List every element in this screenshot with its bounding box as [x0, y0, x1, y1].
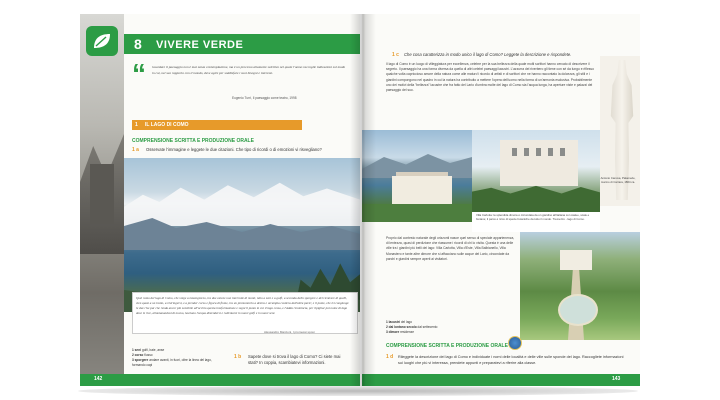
chapter-title: VIVERE VERDE	[156, 39, 244, 51]
villa-window	[548, 148, 553, 156]
right-question2-text: Rileggete la descrizione del lago di Como e individuate i nomi delle località e delle ville sulle sponde del lago. Raccogliete informazioni sui luoghi che più vi interessa, prendete appunti e preparatevi a riferire alla classe.	[398, 355, 624, 365]
villa-window	[524, 148, 529, 156]
villa-caption: Villa Carlotta: la splendida dimora è circondata da un giardino all'italiana con statue, scale e fontane; il parco è ricco di specie botaniche da tutto il mondo. Tremezzo - lago di Como.	[476, 213, 590, 221]
footer-bar-right	[362, 374, 640, 386]
garden-fountain	[558, 294, 598, 326]
right-body-text: Il lago di Como è un luogo di villeggiatura per eccellenza, celebre per la sua bellezza della quale molti scrittori hanno cercato di descrivere il segreto. Il paesaggio ha una forma diversa da quella di altri celebri paesaggi lacustri. L'azzurra del riverbero gli tiene con sé da lungo e riflesso qualche volta capriccioso amore della natura come alle maturo'i ricordo di artisti e di scrittori che ne hanno raccontato la dolcezza, gli stili e i giardini compongono nel quadro in cui la natura ha contribuito a mettere l'opera dell'uomo nella forma di un'armonia esclusiva. Probabilmente uno dei motivi della "bellezza" lacustre che fra fatto del Lario d'umbra molte del lago di Como sia l'acqua lunga, ha aperture viste e palazzi del paesaggio del suo.	[386, 62, 594, 93]
snowy-mountains	[124, 178, 360, 226]
right-question-text: Che cosa caratterizza in modo unico il lago di Como? Leggete la descrizione e rispondete.	[404, 52, 572, 57]
page-number-left: 142	[94, 376, 103, 382]
question2-text: Sapete dove si trova il lago di Como? Ci siete mai stati? In coppia, scambiatevi informazioni.	[248, 354, 341, 365]
page-number-right: 143	[612, 376, 621, 382]
right-body-text-2: Proprio dal contesto naturale degli orizzonti nasce quel senso di speciale appartenenza, di lentezza, quasi di perdizione che riassume i ricordi di chi lo visita. Questa è una delle ville tra i giardini più belli del lago: Villa Carlotta, Villa d'Este, Villa Balbianello, Villa Monastero e tante altre dimore che si affacciano sulle acque del Lario, circondate da parchi e giardini sempre aperti ai visitatori.	[386, 236, 515, 261]
right-comprehension-heading: COMPRENSIONE SCRITTA E PRODUZIONE ORALE	[386, 343, 508, 349]
manzoni-caption: Quel ramo del lago di Como, che volge a mezzogiorno, tra due catene non interrotte di monti, tutto a seni e a golfi, a seconda dello sporgere e del rientrare di quelli, vien quasi a un tratto, a ristringersi, e a prender corso e figura di fiume, tra un promontorio a destra e un'ampia costiera dall'altra parte; e il ponte, che ivi congiunge le due rive par che renda ancor più sensibile all'occhio questa trasformazione e segni il punto in cui il lago cessa, e l'Adda ricomincia, per ripigliar poi nome di lago dove le rive, allontanandosi di nuovo, lasciano l'acqua distendersi e rallentarsi in nuovi golfi e in nuovi seni.	[136, 296, 349, 315]
chapter-quote: Guardare il paesaggio non è mai senza contemplazione, ma è un processo altamente selettivo nel quale l'uomo raccoglie indicazioni sul modo in cui, nel suo rapporto con il mondo, deve agire per soddisfare i suoi bisogni e interessi.	[152, 65, 346, 75]
question-text: Osservate l'immagine e leggete le due citazioni. Che tipo di ricordi o di emozioni vi risvegliano?	[146, 147, 322, 152]
right-question2-number: 1 d	[386, 354, 394, 360]
leaf-icon	[92, 32, 112, 50]
villa-garden	[362, 204, 472, 222]
section-number: 1	[135, 122, 138, 128]
comprehension-heading: COMPRENSIONE SCRITTA E PRODUZIONE ORALE	[132, 138, 254, 144]
villa-carlotta-photo	[472, 130, 600, 222]
question2-number: 1 b	[234, 354, 242, 360]
villa-carlotta-building	[500, 140, 578, 186]
quote-source: Eugenio Turri, Il paesaggio come teatro, 1998	[232, 96, 297, 100]
villa-building	[392, 176, 452, 206]
glossary-item: 2 dal lontano secolo dal settecento	[386, 325, 438, 329]
lake-como-photo	[124, 158, 360, 312]
caption-source: Alessandro Manzoni, I promessi sposi	[264, 330, 315, 334]
villa-window	[560, 148, 565, 156]
section-title: IL LAGO DI COMO	[145, 122, 189, 128]
strip-building	[90, 164, 114, 224]
statue-caption: Antonio Canova, Palamede, marmo di Carrara, 1804 ca.	[600, 176, 636, 184]
villa-window	[536, 148, 541, 156]
quote-mark-icon: “	[132, 58, 146, 89]
book-gutter	[350, 14, 376, 386]
question-number: 1 a	[132, 147, 139, 153]
glossary-right	[386, 320, 496, 335]
glossary-item: 2 corso flusso	[132, 353, 153, 357]
glossary-item: 3 sporgere andare avanti, in fuori, oltre la linea del lago, formando capi	[132, 358, 212, 367]
chapter-number: 8	[134, 36, 142, 52]
glossary-item: 1 seni golfi, baie, anse	[132, 348, 165, 352]
footer-bar-left	[80, 374, 360, 386]
book-shadow	[78, 386, 638, 396]
villa-window	[512, 148, 517, 156]
glossary-left	[132, 348, 222, 368]
right-question-number: 1 c	[392, 52, 399, 58]
glossary-item: 3 dimore residenze	[386, 330, 415, 334]
left-strip-photo	[80, 14, 124, 386]
garden-photo	[520, 232, 640, 340]
glossary-item: 1 lacustri del lago	[386, 320, 413, 324]
garden-house	[560, 250, 592, 270]
villa-lake-photo	[362, 130, 472, 222]
medal-icon	[508, 336, 522, 350]
